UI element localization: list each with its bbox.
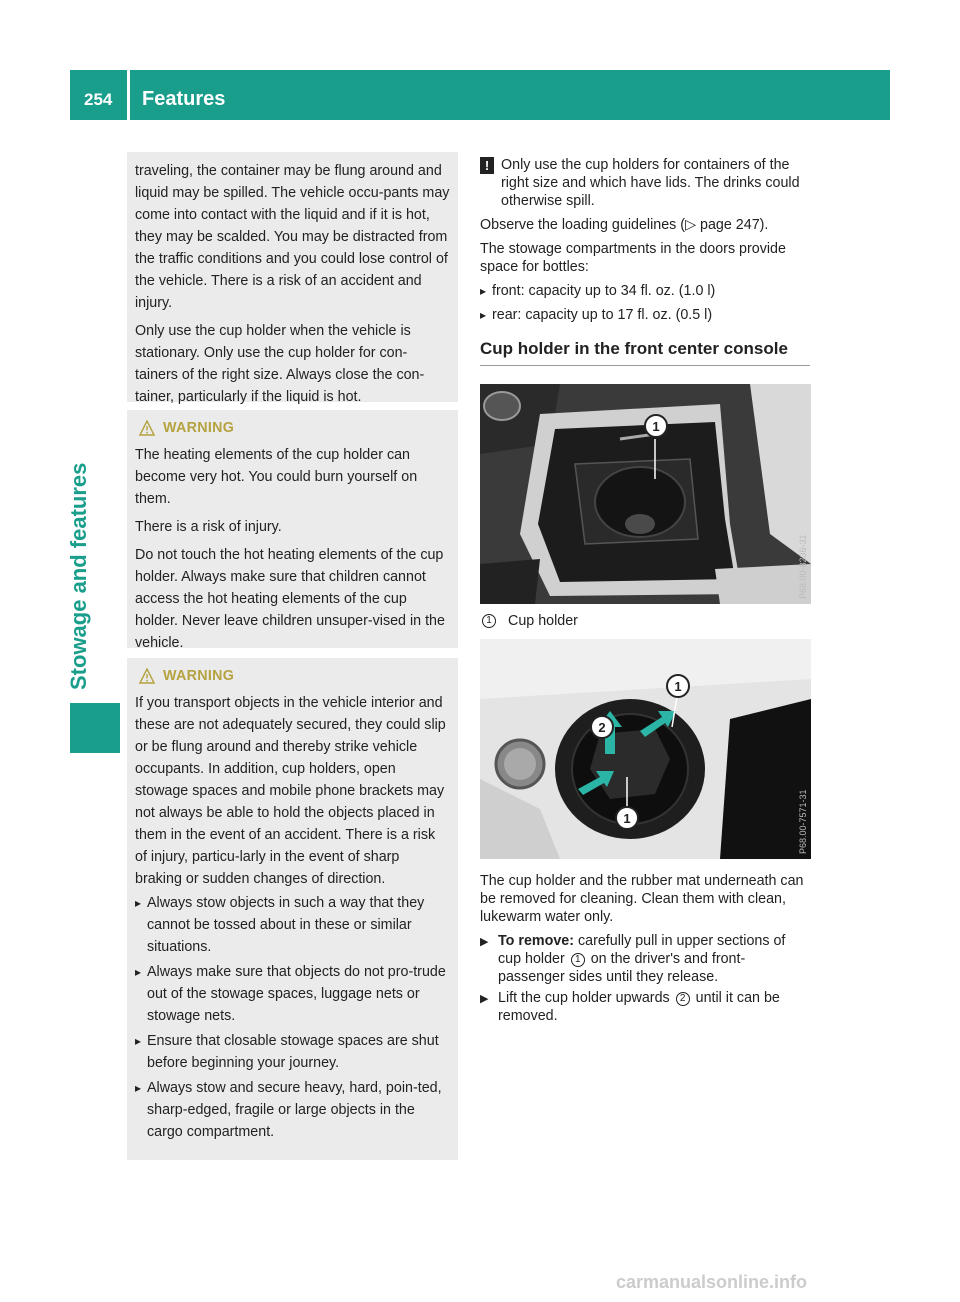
warning-bullet-list — [135, 892, 450, 1143]
figure-callout-1-bottom: 1 — [623, 811, 631, 826]
step-text-pre: Lift the cup holder upwards — [498, 990, 674, 1006]
figure-callout-2: 2 — [598, 720, 606, 735]
step-callout: 1 — [571, 953, 585, 967]
notice-icon: ! — [480, 157, 494, 174]
figure-code: P68.00-7571-31 — [798, 789, 808, 854]
list-item: ▸ rear: capacity up to 17 fl. oz. (0.5 l) — [480, 306, 810, 324]
warning-paragraph: There is a risk of injury. — [135, 519, 282, 535]
list-item: ▸ Always stow and secure heavy, hard, poin-ted, sharp-edged, fragile or large objects in the cargo compartment. — [135, 1077, 450, 1143]
caption-callout: 1 — [482, 614, 496, 628]
caption-text: Cup holder — [508, 613, 578, 629]
step-text-pre: carefully pull in upper sections of cup holder — [498, 933, 786, 967]
side-tab-label: Stowage and features — [66, 462, 91, 690]
loading-text-pre: Observe the loading guidelines ( — [480, 217, 686, 233]
section-title: Cup holder in the front center console — [480, 338, 810, 366]
header-divider — [127, 70, 130, 120]
panel-paragraph: traveling, the container may be flung around and liquid may be spilled. The vehicle occu-pants may come into contact with the liquid and if it is hot, they may be scalded. You may be distracted from the traffic conditions and you could lose control of the vehicle. There is a risk of an accident and injury. — [135, 163, 450, 311]
warning-heading — [139, 666, 450, 686]
warning-continuation-panel — [127, 152, 458, 405]
instruction-steps — [480, 932, 810, 1025]
right-column-top — [480, 156, 810, 366]
list-item: ▸ Always make sure that objects do not pro-trude out of the stowage spaces, luggage nets or stowage nets. — [135, 961, 450, 1027]
notice-box — [480, 156, 810, 210]
side-tab-block — [70, 703, 120, 753]
step-callout: 2 — [676, 992, 690, 1006]
warning-triangle-icon — [139, 420, 155, 436]
step-remove — [480, 932, 810, 986]
step-text-post: until it can be removed. — [498, 990, 780, 1024]
figure-caption — [480, 612, 810, 630]
figure-callout-1: 1 — [652, 419, 660, 434]
list-item: ▸ Ensure that closable stowage spaces are shut before beginning your journey. — [135, 1030, 450, 1074]
warning-heading-text: WARNING — [163, 420, 235, 436]
page-title: Features — [142, 88, 226, 110]
watermark: carmanualsonline.info — [616, 1272, 808, 1292]
door-capacity-list — [480, 282, 810, 324]
warning-triangle-icon — [139, 668, 155, 684]
figure-callout-1-top: 1 — [674, 679, 682, 694]
warning-paragraph: The heating elements of the cup holder can become very hot. You could burn yourself on them. — [135, 447, 418, 507]
page-reference-icon: ▷ — [685, 217, 697, 233]
figure-cup-holder-removal — [480, 639, 811, 859]
list-item: ▸ front: capacity up to 34 fl. oz. (1.0 l) — [480, 282, 810, 300]
list-item: ▸ Always stow objects in such a way that they cannot be tossed about in these or similar situations. — [135, 892, 450, 958]
loading-text-post: page 247). — [696, 217, 769, 233]
notice-text: Only use the cup holders for containers of the right size and which have lids. The drinks could otherwise spill. — [501, 157, 800, 209]
warning-panel-objects — [127, 658, 458, 1160]
step-lift — [480, 989, 810, 1025]
figure-code: P68.00-8236-31 — [798, 534, 808, 599]
warning-paragraph: If you transport objects in the vehicle interior and these are not adequately secured, they could slip or be flung around and thereby strike vehicle occupants. In addition, cup holders, open stowage spaces and mobile phone brackets may not always be able to hold the objects placed in them in the event of an accident. There is a risk of injury, particu-larly in the event of sharp braking or sudden changes of direction. — [135, 695, 446, 887]
figure-cup-holder-closed — [480, 384, 811, 604]
page-number: 254 — [84, 90, 113, 109]
step-text-post: on the driver's and front-passenger sides until they release. — [498, 951, 746, 985]
loading-guidelines-text — [480, 216, 810, 234]
cleaning-text: The cup holder and the rubber mat underneath can be removed for cleaning. Clean them with clean, lukewarm water only. — [480, 873, 804, 925]
caption-row — [480, 612, 810, 630]
right-column-bottom — [480, 872, 810, 1028]
warning-panel-heating — [127, 410, 458, 651]
door-compartments-text: The stowage compartments in the doors provide space for bottles: — [480, 241, 786, 275]
panel-paragraph: Only use the cup holder when the vehicle is stationary. Only use the cup holder for con-tainers of the right size. Always close the con-tainer, particularly if the liquid is hot. — [135, 323, 425, 405]
warning-heading-text: WARNING — [163, 668, 235, 684]
warning-paragraph: Do not touch the hot heating elements of the cup holder. Always make sure that children cannot access the hot heating elements of the cup holder. Never leave children unsuper-vised in the vehicle. — [135, 547, 445, 651]
cup-holder-photo-1 — [480, 384, 811, 604]
warning-heading — [139, 418, 450, 438]
cup-holder-photo-2 — [480, 639, 811, 859]
step-label: To remove: — [498, 933, 575, 949]
